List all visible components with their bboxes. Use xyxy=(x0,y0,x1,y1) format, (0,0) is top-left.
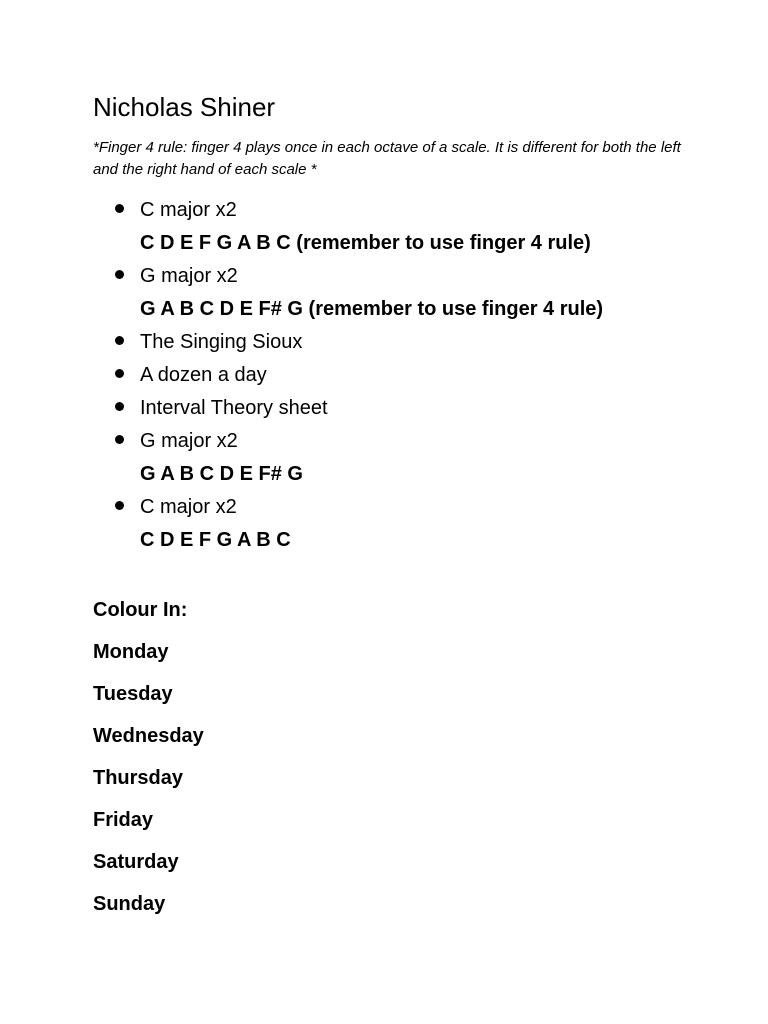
day-sunday: Sunday xyxy=(93,893,166,915)
bullet-icon xyxy=(115,435,124,444)
list-item xyxy=(93,359,603,392)
bullet-icon xyxy=(115,402,124,411)
list-item-detail: C D E F G A B C xyxy=(140,529,291,551)
bullet-icon xyxy=(115,270,124,279)
bullet-icon xyxy=(115,369,124,378)
day-wednesday: Wednesday xyxy=(93,725,204,747)
bullet-icon xyxy=(115,336,124,345)
list-item-label: G major x2 xyxy=(140,430,238,452)
page-title: Nicholas Shiner xyxy=(93,92,276,122)
list-item-detail: G A B C D E F# G xyxy=(140,463,303,485)
list-item xyxy=(93,425,603,491)
day-thursday: Thursday xyxy=(93,767,184,789)
list-item xyxy=(93,392,603,425)
list-item-label: A dozen a day xyxy=(140,364,267,386)
list-item-label: The Singing Sioux xyxy=(140,331,303,353)
day-monday: Monday xyxy=(93,641,169,663)
list-item-label: C major x2 xyxy=(140,199,237,221)
list-item-detail: C D E F G A B C (remember to use finger 4 rule) xyxy=(140,232,591,254)
bullet-icon xyxy=(115,204,124,213)
list-item-label: G major x2 xyxy=(140,265,238,287)
day-friday: Friday xyxy=(93,809,154,831)
list-item-detail: G A B C D E F# G (remember to use finger 4 rule) xyxy=(140,298,604,320)
finger-4-rule-note: *Finger 4 rule: finger 4 plays once in each octave of a scale. It is different for both the left and the right hand of each scale * xyxy=(93,139,681,178)
list-item-label: C major x2 xyxy=(140,496,237,518)
list-item xyxy=(93,194,603,260)
list-item-label: Interval Theory sheet xyxy=(140,397,328,419)
list-item xyxy=(93,326,603,359)
day-saturday: Saturday xyxy=(93,851,179,873)
day-tuesday: Tuesday xyxy=(93,683,173,705)
bullet-icon xyxy=(115,501,124,510)
colour-in-section xyxy=(93,595,204,931)
list-item xyxy=(93,260,603,326)
list-item xyxy=(93,491,603,557)
practice-list xyxy=(93,194,603,557)
colour-in-heading: Colour In: xyxy=(93,599,188,621)
